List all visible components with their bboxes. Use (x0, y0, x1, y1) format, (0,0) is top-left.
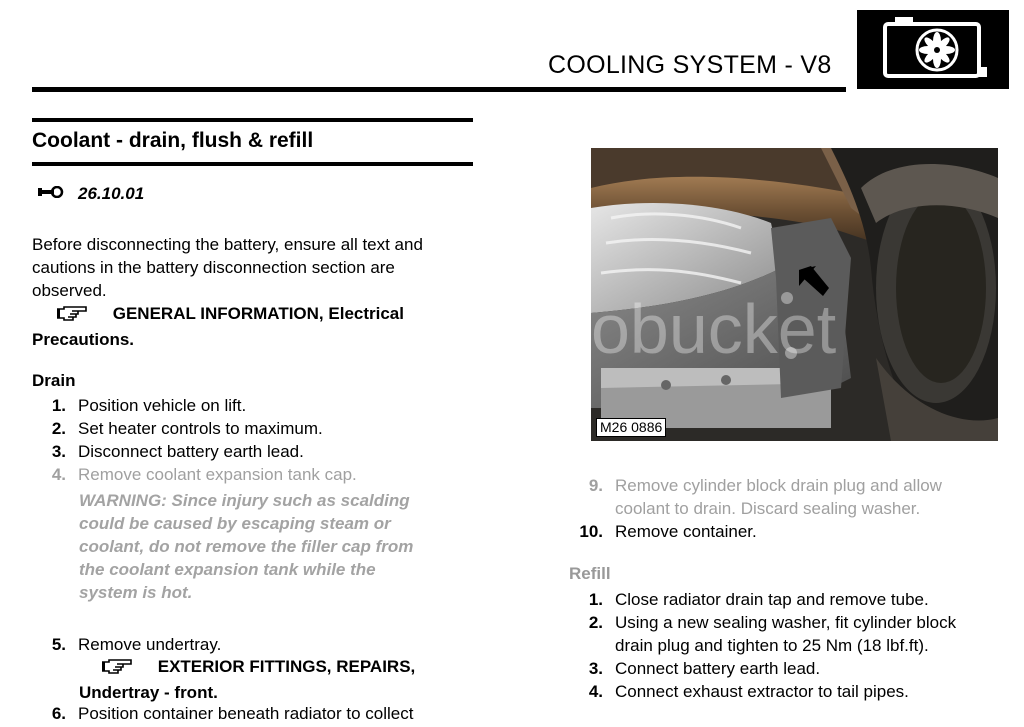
step-text: Remove coolant expansion tank cap. (78, 465, 357, 484)
pointing-hand-icon (101, 658, 133, 681)
pointing-hand-icon (56, 305, 88, 328)
step-text: Position container beneath radiator to collect (78, 704, 414, 723)
warning-line: WARNING: Since injury such as scalding (79, 491, 410, 510)
step-number: 5. (51, 635, 66, 654)
step-number: 4. (588, 682, 603, 701)
step-number: 1. (588, 590, 603, 609)
step-number: 2. (588, 613, 603, 632)
warning-line: coolant, do not remove the filler cap from (79, 537, 414, 556)
warning-line: the coolant expansion tank while the (79, 560, 376, 579)
step-text: Disconnect battery earth lead. (78, 442, 304, 461)
intro-paragraph (32, 233, 477, 302)
step-number: 3. (588, 659, 603, 678)
page-header-title: COOLING SYSTEM - V8 (548, 51, 832, 79)
intro-line: cautions in the battery disconnection section are (32, 258, 395, 277)
step-number: 10. (579, 522, 603, 541)
figure-label: M26 0886 (596, 418, 666, 437)
step-text: coolant to drain. Discard sealing washer. (615, 499, 921, 518)
step-number: 6. (51, 704, 66, 723)
warning-note (79, 489, 469, 604)
intro-line: Before disconnecting the battery, ensure all text and (32, 235, 423, 254)
step-text: Position vehicle on lift. (78, 396, 247, 415)
reference-text: GENERAL INFORMATION, Electrical (112, 304, 404, 323)
repair-operation-row (38, 183, 144, 205)
cross-reference-electrical[interactable] (32, 302, 477, 351)
step-number: 4. (51, 465, 66, 484)
step-text: Remove undertray. (78, 635, 222, 654)
step-number: 9. (588, 476, 603, 495)
section-title: Coolant - drain, flush & refill (32, 129, 314, 152)
reference-text: Precautions. (32, 330, 135, 349)
engine-photo (591, 148, 998, 441)
intro-line: observed. (32, 281, 107, 300)
section-rule-bottom (32, 162, 473, 166)
watermark-text: obucket (591, 290, 837, 368)
step-text: Set heater controls to maximum. (78, 419, 323, 438)
step-number: 1. (51, 396, 66, 415)
warning-line: could be caused by escaping steam or (79, 514, 391, 533)
reference-text: EXTERIOR FITTINGS, REPAIRS, (157, 657, 416, 676)
cross-reference-undertray[interactable] (79, 655, 479, 704)
drain-heading: Drain (32, 371, 76, 390)
step-text: Remove container. (615, 522, 757, 541)
step-text: Connect battery earth lead. (615, 659, 821, 678)
radiator-fan-icon (857, 10, 1009, 89)
section-rule-top (32, 118, 473, 122)
step-text: Remove cylinder block drain plug and allow (615, 476, 942, 495)
warning-line: system is hot. (79, 583, 193, 602)
header-divider (32, 87, 846, 92)
step-number: 2. (51, 419, 66, 438)
step-number: 3. (51, 442, 66, 461)
repair-code: 26.10.01 (78, 184, 145, 203)
reference-text: Undertray - front. (79, 683, 218, 702)
spanner-icon (38, 185, 64, 203)
refill-heading: Refill (569, 564, 611, 583)
step-text: Connect exhaust extractor to tail pipes. (615, 682, 909, 701)
step-text: drain plug and tighten to 25 Nm (18 lbf.ft). (615, 636, 929, 655)
step-text: Using a new sealing washer, fit cylinder block (615, 613, 957, 632)
step-text: Close radiator drain tap and remove tube. (615, 590, 929, 609)
